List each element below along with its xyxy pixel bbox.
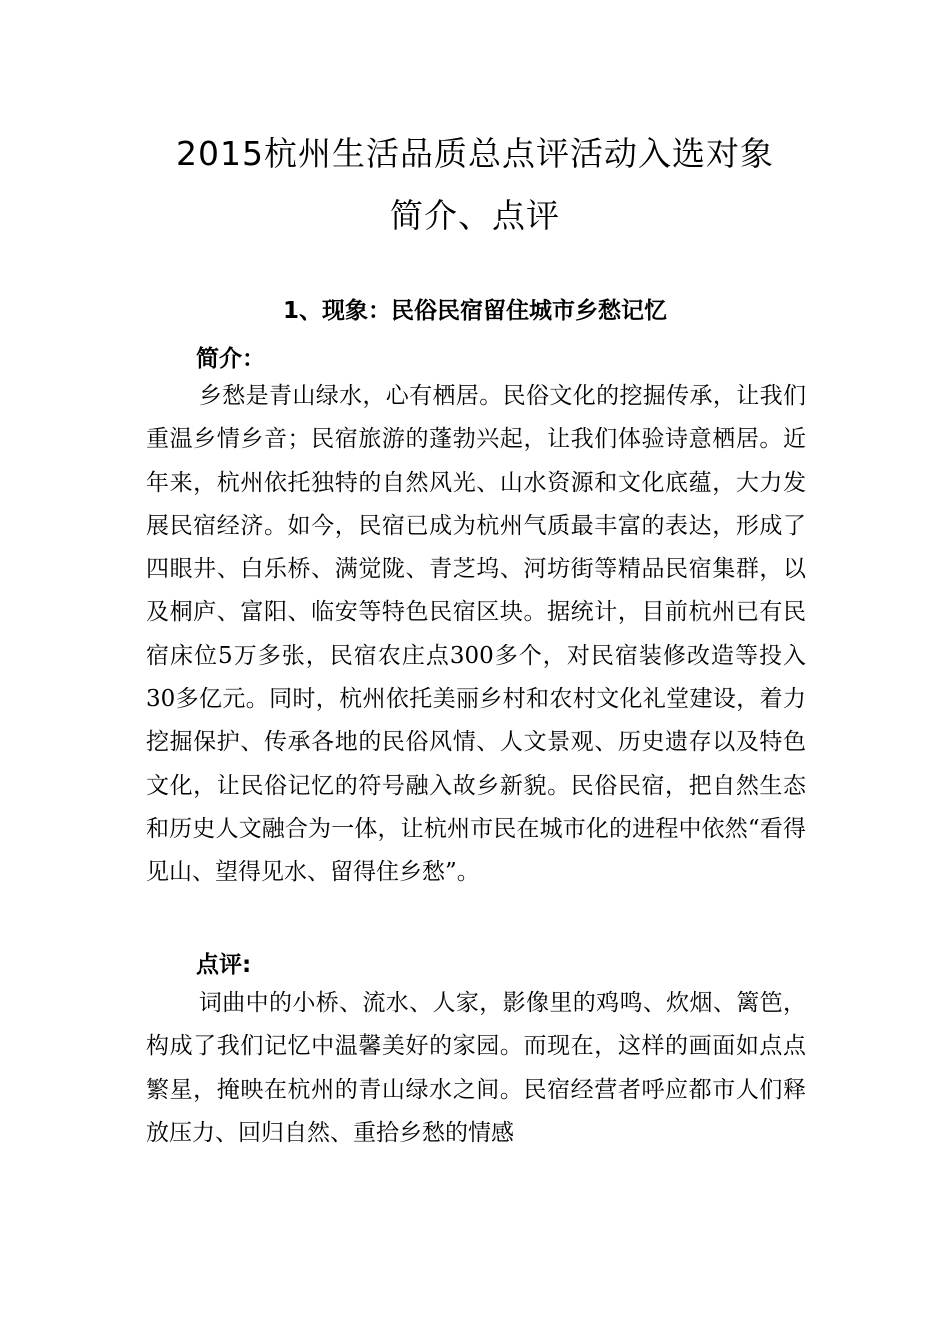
document-title-line2: 简介、点评 xyxy=(390,196,560,235)
document-title-line1: 2015杭州生活品质总点评活动入选对象 xyxy=(176,134,774,173)
intro-paragraph: 乡愁是青山绿水，心有栖居。民俗文化的挖掘传承，让我们重温乡情乡音；民宿旅游的蓬勃兴起，让我们体验诗意栖居。近年来，杭州依托独特的自然风光、山水资源和文化底蕴，大力发展民宿经济。如今，民宿已成为杭州气质最丰富的表达，形成了四眼井、白乐桥、满觉陇、青芝坞、河坊街等精品民宿集群，以及桐庐、富阳、临安等特色民宿区块。据统计，目前杭州已有民宿床位5万多张，民宿农庄点300多个，对民宿装修改造等投入30多亿元。同时，杭州依托美丽乡村和农村文化礼堂建设，着力挖掘保护、传承各地的民俗风情、人文景观、历史遗存以及特色文化，让民俗记忆的符号融入故乡新貌。民俗民宿，把自然生态和历史人文融合为一体，让杭州市民在城市化的进程中依然“看得见山、望得见水、留得住乡愁”。 xyxy=(146,383,806,886)
intro-label: 简介： xyxy=(196,346,265,372)
section-heading: 1、现象：民俗民宿留住城市乡愁记忆 xyxy=(282,298,667,324)
review-paragraph: 词曲中的小桥、流水、人家，影像里的鸡鸣、炊烟、篱笆，构成了我们记忆中温馨美好的家园。而现在，这样的画面如点点繁星，掩映在杭州的青山绿水之间。民宿经营者呼应都市人们释放压力、回归自然、重拾乡愁的情感 xyxy=(146,990,806,1146)
review-label: 点评: xyxy=(196,952,252,978)
